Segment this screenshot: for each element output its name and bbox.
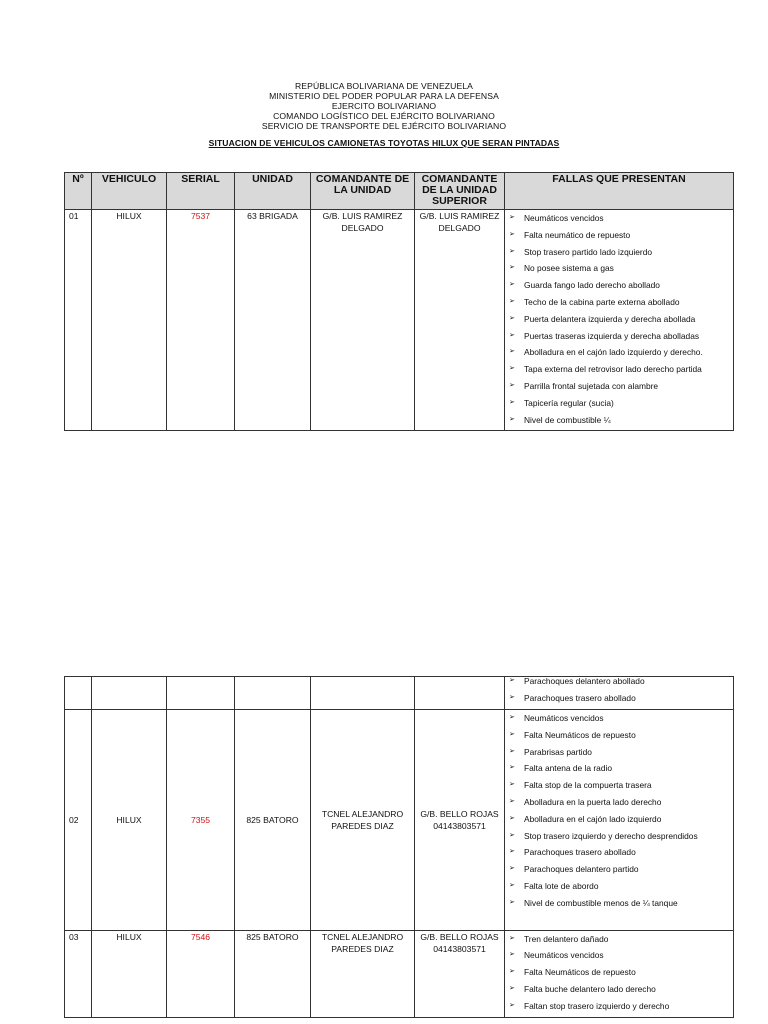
header-line-republic: REPÚBLICA BOLIVARIANA DE VENEZUELA [294, 81, 474, 91]
list-item: ➢ Parabrisas partido [507, 744, 731, 761]
list-item: ➢ Falta Neumáticos de repuesto [507, 727, 731, 744]
list-item: ➢ Parrilla frontal sujetada con alambre [507, 378, 731, 395]
table-row-continuation [65, 677, 734, 710]
list-item: ➢ Falta stop de la compuerta trasera [507, 777, 731, 794]
list-item: ➢ Guarda fango lado derecho abollado [507, 277, 731, 294]
list-item: ➢ Techo de la cabina parte externa abollado [507, 294, 731, 311]
list-item: ➢ Abolladura en el cajón lado izquierdo y derecho. [507, 344, 731, 361]
list-item: ➢ Tapa externa del retrovisor lado derecho partida [507, 361, 731, 378]
list-item: ➢ Falta buche delantero lado derecho [507, 981, 731, 998]
col-header-fallas: FALLAS QUE PRESENTAN [505, 173, 734, 210]
list-item: ➢ Parachoques trasero abollado [507, 844, 731, 861]
list-item: ➢ Parachoques delantero abollado [507, 677, 731, 691]
document-title: SITUACION DE VEHICULOS CAMIONETAS TOYOTAS HILUX QUE SERAN PINTADAS [208, 138, 560, 148]
cell-fallas [505, 710, 734, 931]
list-item: ➢ Neumáticos vencidos [507, 210, 731, 227]
table-row [65, 710, 734, 931]
vehicle-table-page-2 [64, 676, 734, 1018]
list-item: ➢ Abolladura en el cajón lado izquierdo [507, 811, 731, 828]
col-header-no: Nº [65, 173, 92, 210]
list-item: ➢ Faltan stop trasero izquierdo y derecho [507, 998, 731, 1015]
col-header-vehiculo: VEHICULO [92, 173, 167, 210]
cell-vehiculo: HILUX [92, 210, 167, 431]
col-header-serial: SERIAL [167, 173, 235, 210]
list-item: ➢ Neumáticos vencidos [507, 947, 731, 964]
list-item: ➢ Puerta delantera izquierda y derecha abollada [507, 311, 731, 328]
cell-serial: 7546 [167, 930, 235, 1017]
table-header-row [65, 173, 734, 210]
cell-serial-empty [167, 677, 235, 710]
cell-comandante-unidad: G/B. LUIS RAMIREZ DELGADO [311, 210, 415, 431]
list-item: ➢ Parachoques trasero abollado [507, 690, 731, 707]
list-item: ➢ Tapicería regular (sucia) [507, 395, 731, 412]
document-header [0, 81, 768, 148]
list-item: ➢ Puertas traseras izquierda y derecha abolladas [507, 328, 731, 345]
list-item: ➢ Nivel de combustible ¼ [507, 412, 731, 429]
col-header-comandante-unidad: COMANDANTE DE LA UNIDAD [311, 173, 415, 210]
cell-no-empty [65, 677, 92, 710]
cell-comandante-superior-empty [415, 677, 505, 710]
list-item: ➢ Falta Neumáticos de repuesto [507, 964, 731, 981]
list-item: ➢ Stop trasero partido lado izquierdo [507, 244, 731, 261]
cell-no: 02 [65, 710, 92, 931]
cell-no: 01 [65, 210, 92, 431]
table-row [65, 210, 734, 431]
cell-serial: 7537 [167, 210, 235, 431]
cell-comandante-unidad: TCNEL ALEJANDRO PAREDES DIAZ [311, 710, 415, 931]
cell-comandante-superior: G/B. BELLO ROJAS 04143803571 [415, 930, 505, 1017]
fault-list [507, 677, 731, 710]
cell-unidad: 825 BATORO [235, 710, 311, 931]
header-line-transport: SERVICIO DE TRANSPORTE DEL EJÉRCITO BOLIVARIANO [261, 121, 507, 131]
list-item: ➢ Stop trasero izquierdo y derecho desprendidos [507, 828, 731, 845]
header-line-logistics: COMANDO LOGÍSTICO DEL EJÉRCITO BOLIVARIANO [273, 111, 495, 121]
list-item: ➢ Parachoques delantero partido [507, 861, 731, 878]
header-line-ministry: MINISTERIO DEL PODER POPULAR PARA LA DEFENSA [269, 91, 499, 101]
header-line-army: EJERCITO BOLIVARIANO [331, 101, 437, 111]
cell-vehiculo: HILUX [92, 710, 167, 931]
fault-list [507, 210, 731, 430]
list-item: ➢ Nivel de combustible menos de ¼ tanque [507, 895, 731, 912]
table-row [65, 930, 734, 1017]
list-item: ➢ Falta lote de abordo [507, 878, 731, 895]
cell-unidad: 63 BRIGADA [235, 210, 311, 431]
cell-comandante-superior: G/B. LUIS RAMIREZ DELGADO [415, 210, 505, 431]
list-item: ➢ No posee sistema a gas [507, 260, 731, 277]
list-item: ➢ Falta neumático de repuesto [507, 227, 731, 244]
cell-vehiculo-empty [92, 677, 167, 710]
cell-no: 03 [65, 930, 92, 1017]
cell-unidad: 825 BATORO [235, 930, 311, 1017]
cell-comandante-superior: G/B. BELLO ROJAS 04143803571 [415, 710, 505, 931]
cell-fallas [505, 930, 734, 1017]
list-item: ➢ Tren delantero dañado [507, 931, 731, 948]
cell-vehiculo: HILUX [92, 930, 167, 1017]
fault-list [507, 931, 731, 1017]
list-item: ➢ Abolladura en la puerta lado derecho [507, 794, 731, 811]
cell-comandante-unidad-empty [311, 677, 415, 710]
list-item: ➢ Falta antena de la radio [507, 760, 731, 777]
cell-comandante-unidad: TCNEL ALEJANDRO PAREDES DIAZ [311, 930, 415, 1017]
list-item: ➢ Neumáticos vencidos [507, 710, 731, 727]
vehicle-table-page-1 [64, 172, 734, 431]
cell-unidad-empty [235, 677, 311, 710]
cell-fallas [505, 677, 734, 710]
col-header-comandante-superior: COMANDANTE DE LA UNIDAD SUPERIOR [415, 173, 505, 210]
fault-list [507, 710, 731, 930]
cell-fallas [505, 210, 734, 431]
cell-serial: 7355 [167, 710, 235, 931]
col-header-unidad: UNIDAD [235, 173, 311, 210]
